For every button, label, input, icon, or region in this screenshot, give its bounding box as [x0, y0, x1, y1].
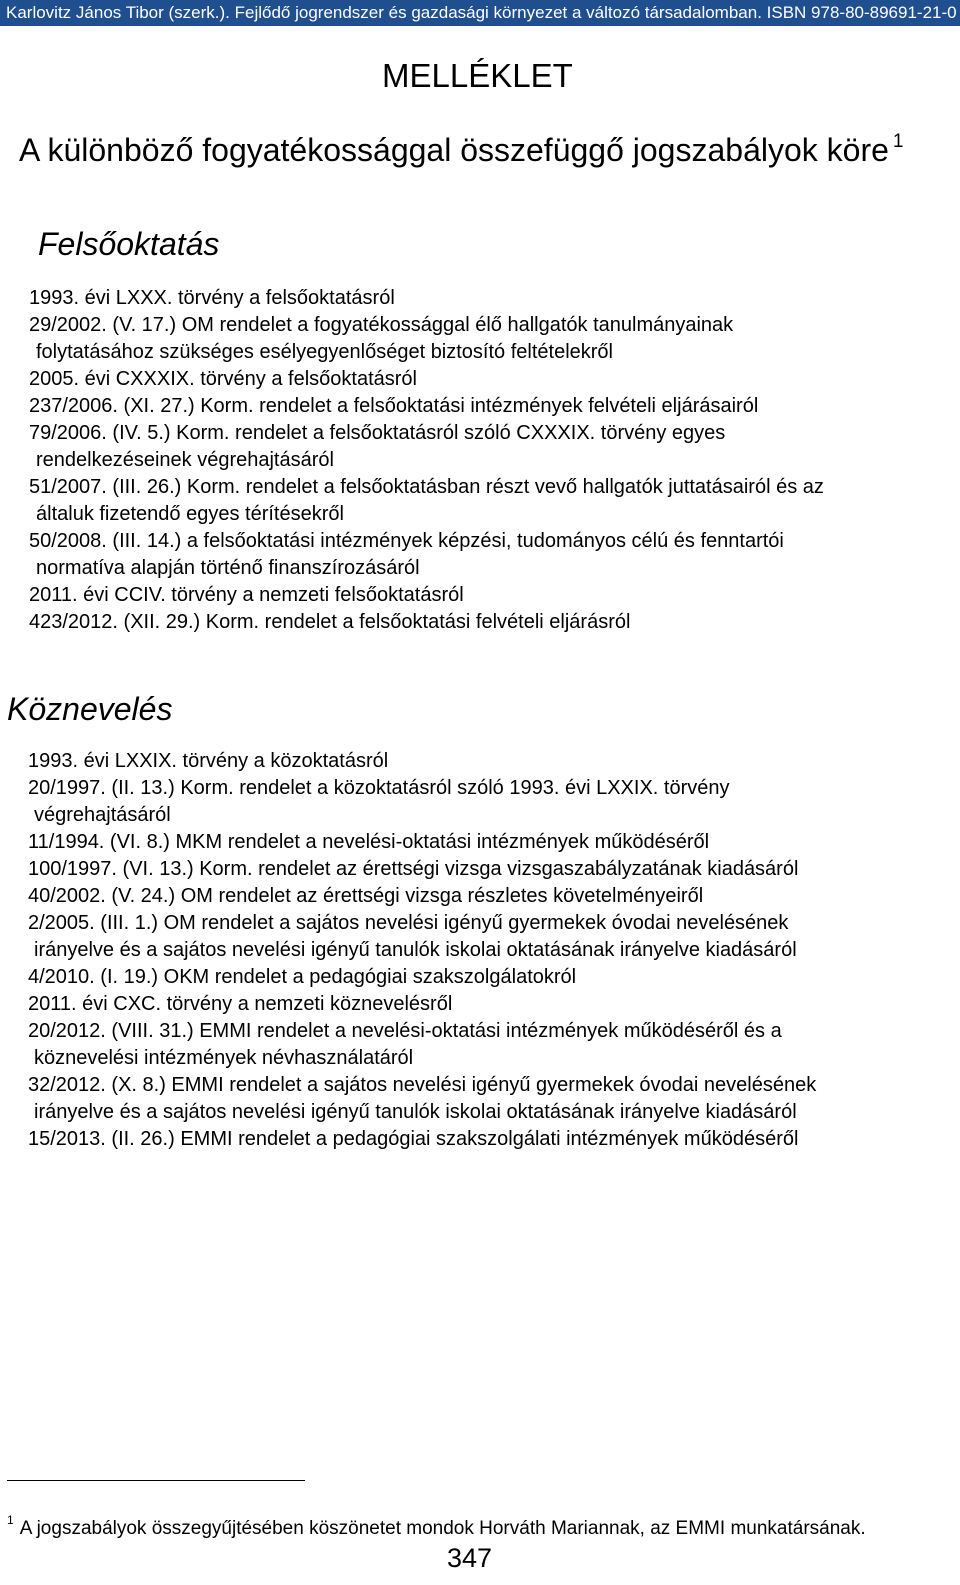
footnote: [7, 1513, 866, 1543]
law-title-line: 237/2006. (XI. 27.) Korm. rendelet a felsőoktatási intézmények felvételi eljárásairól: [29, 395, 759, 417]
law-list-item: [0, 474, 960, 528]
law-list-item: [0, 366, 960, 393]
law-title-line: 29/2002. (V. 17.) OM rendelet a fogyatékossággal élő hallgatók tanulmányainak: [29, 314, 734, 336]
law-title-continuation: irányelve és a sajátos nevelési igényű tanulók iskolai oktatásának irányelve kiadásáról: [34, 1101, 797, 1123]
law-title-continuation: köznevelési intézmények névhasználatáról: [34, 1047, 414, 1069]
law-title-continuation: végrehajtásáról: [34, 804, 171, 826]
law-list-felsooktatas: [0, 285, 960, 636]
law-list-item: [0, 829, 960, 856]
law-title-line: 40/2002. (V. 24.) OM rendelet az érettségi vizsga részletes követelményeiről: [28, 885, 704, 907]
law-title-line: 20/1997. (II. 13.) Korm. rendelet a közoktatásról szóló 1993. évi LXXIX. törvény: [28, 777, 730, 799]
law-list-item: [0, 856, 960, 883]
law-list-item: [0, 582, 960, 609]
law-list-item: [0, 748, 960, 775]
law-title-line: 20/2012. (VIII. 31.) EMMI rendelet a nevelési-oktatási intézmények működéséről és a: [28, 1020, 782, 1042]
section-heading-kozneveles: Köznevelés: [7, 691, 173, 727]
law-list-item: [0, 420, 960, 474]
law-list-item: [0, 1072, 960, 1126]
law-list-item: [0, 609, 960, 636]
document-header: Karlovitz János Tibor (szerk.). Fejlődő jogrendszer és gazdasági környezet a változó társadalomban. ISBN 978-80-89691-21-0: [0, 0, 960, 26]
law-title-line: 1993. évi LXXX. törvény a felsőoktatásról: [29, 287, 395, 309]
section-heading-felsooktatas: Felsőoktatás: [38, 226, 220, 262]
law-title-continuation: folytatásához szükséges esélyegyenlőséget biztosító feltételekről: [36, 341, 614, 363]
law-title-line: 2011. évi CCIV. törvény a nemzeti felsőoktatásról: [29, 584, 464, 606]
law-title-line: 2005. évi CXXXIX. törvény a felsőoktatásról: [29, 368, 417, 390]
law-list-item: [0, 964, 960, 991]
law-title-line: 50/2008. (III. 14.) a felsőoktatási intézmények képzési, tudományos célú és fenntartói: [29, 530, 784, 552]
law-list-item: [0, 883, 960, 910]
footnote-divider: [7, 1480, 305, 1481]
law-title-line: 32/2012. (X. 8.) EMMI rendelet a sajátos nevelési igényű gyermekek óvodai nevelésének: [28, 1074, 817, 1096]
law-list-item: [0, 393, 960, 420]
law-title-line: 423/2012. (XII. 29.) Korm. rendelet a felsőoktatási felvételi eljárásról: [29, 611, 631, 633]
law-title-line: 2/2005. (III. 1.) OM rendelet a sajátos nevelési igényű gyermekek óvodai nevelésének: [28, 912, 789, 934]
law-title-line: 79/2006. (IV. 5.) Korm. rendelet a felsőoktatásról szóló CXXXIX. törvény egyes: [29, 422, 726, 444]
footnote-reference: 1: [892, 131, 904, 152]
page-subtitle: [19, 130, 903, 176]
law-title-line: 1993. évi LXXIX. törvény a közoktatásról: [28, 750, 389, 772]
footnote-mark: 1: [7, 1513, 14, 1527]
law-title-line: 2011. évi CXC. törvény a nemzeti köznevelésről: [28, 993, 453, 1015]
law-list-item: [0, 285, 960, 312]
law-list-item: [0, 528, 960, 582]
law-list-item: [0, 910, 960, 964]
subtitle-text: A különböző fogyatékossággal összefüggő jogszabályok köre: [19, 132, 889, 168]
law-title-line: 51/2007. (III. 26.) Korm. rendelet a felsőoktatásban részt vevő hallgatók juttatásairól és az: [29, 476, 824, 498]
page-title: MELLÉKLET: [382, 57, 573, 94]
law-title-line: 11/1994. (VI. 8.) MKM rendelet a nevelési-oktatási intézmények működéséről: [28, 831, 710, 853]
law-list-item: [0, 991, 960, 1018]
law-title-line: 15/2013. (II. 26.) EMMI rendelet a pedagógiai szakszolgálati intézmények működéséről: [28, 1128, 799, 1150]
law-list-kozneveles: [0, 748, 960, 1153]
law-title-line: 4/2010. (I. 19.) OKM rendelet a pedagógiai szakszolgálatokról: [28, 966, 577, 988]
law-list-item: [0, 775, 960, 829]
law-list-item: [0, 312, 960, 366]
page-number: 347: [447, 1543, 493, 1573]
law-title-continuation: rendelkezéseinek végrehajtásáról: [36, 449, 334, 471]
footnote-text: A jogszabályok összegyűjtésében köszönetet mondok Horváth Mariannak, az EMMI munkatársának.: [19, 1518, 866, 1539]
law-list-item: [0, 1126, 960, 1153]
law-title-continuation: általuk fizetendő egyes térítésekről: [36, 503, 344, 525]
law-list-item: [0, 1018, 960, 1072]
law-title-line: 100/1997. (VI. 13.) Korm. rendelet az érettségi vizsga vizsgaszabályzatának kiadásáról: [28, 858, 799, 880]
law-title-continuation: normatíva alapján történő finanszírozásáról: [36, 557, 420, 579]
law-title-continuation: irányelve és a sajátos nevelési igényű tanulók iskolai oktatásának irányelve kiadásáról: [34, 939, 797, 961]
